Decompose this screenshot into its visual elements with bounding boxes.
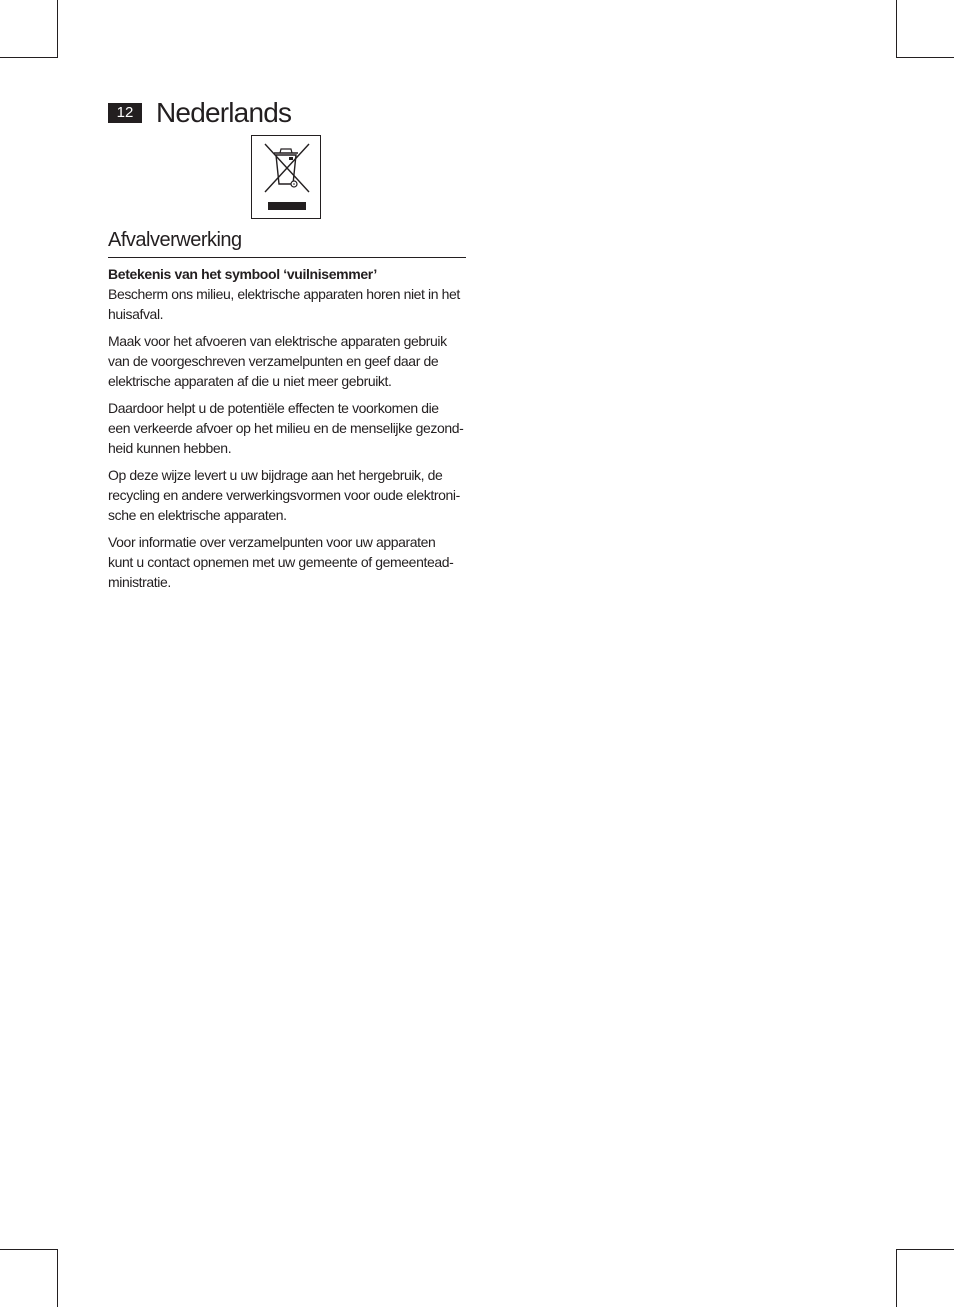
section-subheading: Betekenis van het symbool ‘vuilnisemmer’	[108, 266, 377, 282]
paragraph-line: Daardoor helpt u de potentiële effecten te voorkomen die	[108, 400, 439, 416]
page-number: 12	[108, 103, 142, 123]
crop-mark-bottom-right-vertical	[896, 1249, 897, 1307]
section-content	[108, 264, 470, 599]
paragraph-line: huisafval.	[108, 306, 164, 322]
paragraph-1	[108, 284, 470, 324]
weee-symbol	[251, 135, 321, 219]
paragraph-3	[108, 398, 470, 458]
crop-mark-bottom-right-horizontal	[896, 1249, 954, 1250]
paragraph-4	[108, 465, 470, 525]
paragraph-line: Op deze wijze levert u uw bijdrage aan het hergebruik, de	[108, 467, 443, 483]
paragraph-line: ministratie.	[108, 574, 171, 590]
paragraph-line: kunt u contact opnemen met uw gemeente of gemeentead-	[108, 554, 454, 570]
crop-mark-bottom-left-vertical	[57, 1249, 58, 1307]
paragraph-line: van de voorgeschreven verzamelpunten en geef daar de	[108, 353, 439, 369]
paragraph-line: Maak voor het afvoeren van elektrische apparaten gebruik	[108, 333, 447, 349]
page-title: Nederlands	[156, 97, 292, 128]
crossed-out-wheelie-bin-icon	[252, 136, 320, 218]
paragraph-5	[108, 532, 470, 592]
paragraph-line: een verkeerde afvoer op het milieu en de menselijke gezond-	[108, 420, 464, 436]
crop-mark-top-right-vertical	[896, 0, 897, 58]
paragraph-line: Bescherm ons milieu, elektrische apparaten horen niet in het	[108, 286, 460, 302]
paragraph-line: heid kunnen hebben.	[108, 440, 232, 456]
paragraph-line: elektrische apparaten af die u niet meer gebruikt.	[108, 373, 392, 389]
section-title: Afvalverwerking	[108, 227, 466, 258]
paragraph-line: recycling en andere verwerkingsvormen voor oude elektroni-	[108, 487, 460, 503]
paragraph-line: Voor informatie over verzamelpunten voor uw apparaten	[108, 534, 436, 550]
crop-mark-top-left-vertical	[57, 0, 58, 58]
crop-mark-top-left-horizontal	[0, 57, 58, 58]
paragraph-line: sche en elektrische apparaten.	[108, 507, 287, 523]
crop-mark-top-right-horizontal	[896, 57, 954, 58]
crop-mark-bottom-left-horizontal	[0, 1249, 58, 1250]
paragraph-2	[108, 331, 470, 391]
